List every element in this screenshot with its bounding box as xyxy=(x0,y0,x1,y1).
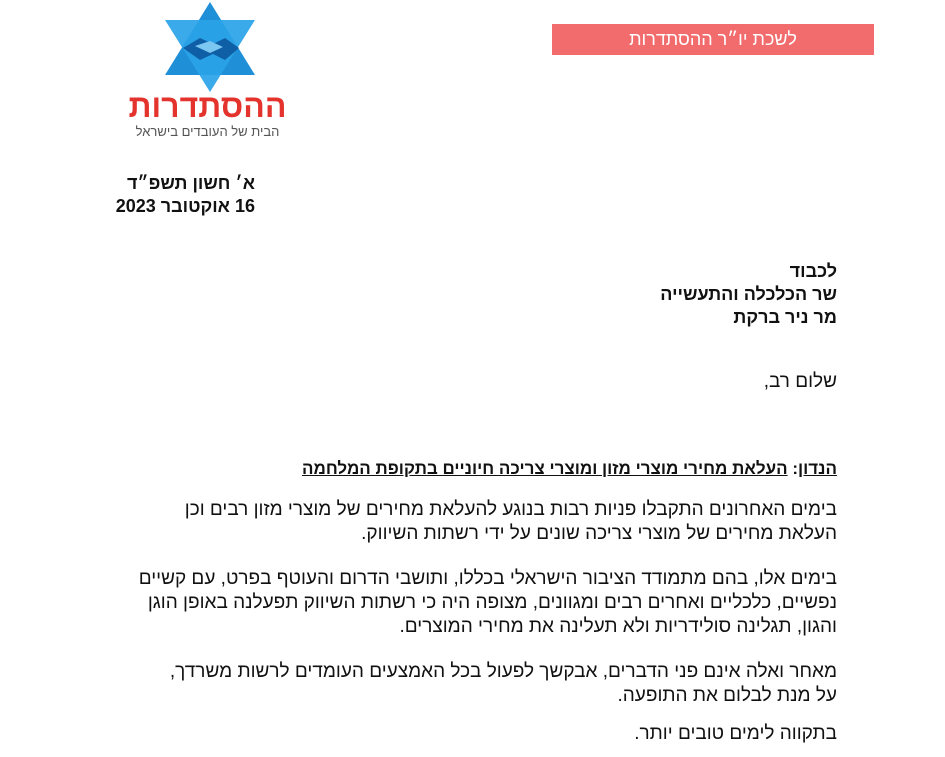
paragraph-line: נפשיים, כלכליים ואחרים רבים ומגוונים, מצופה היה כי רשתות השיווק תפעלנה באופן הוגן xyxy=(147,592,837,613)
subject-prefix: הנדון xyxy=(798,459,837,478)
gregorian-date: 16 אוקטובר 2023 xyxy=(115,196,255,216)
org-tagline: הבית של העובדים בישראל xyxy=(135,124,280,139)
greeting: שלום רב, xyxy=(763,371,837,392)
histadrut-logo xyxy=(125,0,295,150)
paragraph-line: מאחר ואלה אינם פני הדברים, אבקשך לפעול בכל האמצעים העומדים לרשות משרדך, xyxy=(169,661,837,682)
hebrew-date: א׳ חשון תשפ״ד xyxy=(126,173,255,193)
closing-line: בתקווה לימים טובים יותר. xyxy=(634,723,837,744)
org-name: ההסתדרות xyxy=(128,88,287,124)
paragraph-line: בימים האחרונים התקבלו פניות רבות בנוגע להעלאת מחירים של מוצרי מזון רבים וכן xyxy=(184,499,837,520)
subject-text: העלאת מחירי מוצרי מזון ומוצרי צריכה חיוניים בתקופת המלחמה xyxy=(302,459,788,478)
office-label: לשכת יו״ר ההסתדרות xyxy=(552,24,874,55)
paragraph-line: על מנת לבלום את התופעה. xyxy=(617,685,837,706)
handshake-star-icon xyxy=(155,0,265,95)
recipient-name: מר ניר ברקת xyxy=(733,307,837,327)
body-paragraph-1 xyxy=(100,498,837,546)
recipient-title: שר הכלכלה והתעשייה xyxy=(660,284,837,304)
body-paragraph-2 xyxy=(100,567,837,639)
subject-line xyxy=(120,458,837,480)
subject-colon: : xyxy=(792,459,799,478)
recipient-salutation: לכבוד xyxy=(789,261,837,281)
body-paragraph-3 xyxy=(100,660,837,708)
paragraph-line: בימים אלו, בהם מתמודד הציבור הישראלי בכללו, ותושבי הדרום והעוטף בפרט, עם קשיים xyxy=(138,568,837,589)
paragraph-line: העלאת מחירים של מוצרי צריכה שונים על ידי רשתות השיווק. xyxy=(361,523,837,544)
recipient-block xyxy=(520,260,837,329)
letter-dates xyxy=(100,172,255,218)
paragraph-line: והגון, תגלינה סולידריות ולא תעלינה את מחירי המוצרים. xyxy=(399,616,837,637)
